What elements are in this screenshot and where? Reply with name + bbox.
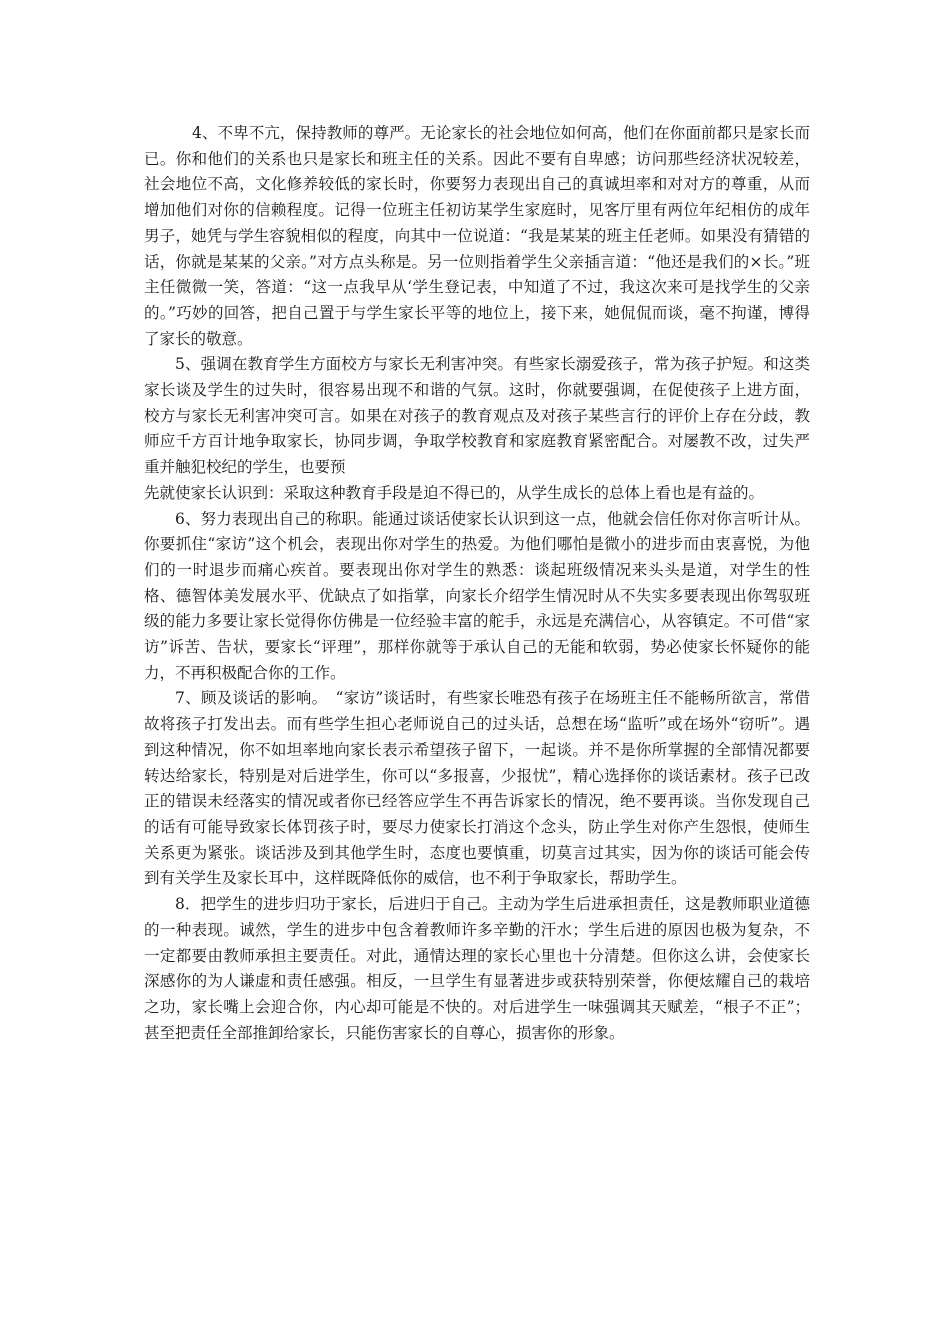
paragraph-point-8: 8．把学生的进步归功于家长，后进归于自己。主动为学生后进承担责任，这是教师职业道德的一种表现。诚然，学生的进步中包含着教师许多辛勤的汗水；学生后进的原因也极为复杂，不一定都要由教师承担主要责任。对此，通情达理的家长心里也十分清楚。但你这么讲，会使家长深感你的为人谦虚和责任感强。相反，一旦学生有显著进步或获特别荣誉，你便炫耀自己的栽培之功，家长嘴上会迎合你，内心却可能是不快的。对后进学生一味强调其天赋差，“根子不正”；甚至把责任全部推卸给家长，只能伤害家长的自尊心，损害你的形象。 [144, 895, 810, 1042]
document-page [144, 121, 810, 1046]
paragraph-point-4: 4、不卑不亢，保持教师的尊严。无论家长的社会地位如何高，他们在你面前都只是家长而已。你和他们的关系也只是家长和班主任的关系。因此不要有自卑感；访问那些经济状况较差，社会地位不高，文化修养较低的家长时，你要努力表现出自己的真诚坦率和对对方的尊重，从而增加他们对你的信赖程度。记得一位班主任初访某学生家庭时，见客厅里有两位年纪相仿的成年男子，她凭与学生容貌相似的程度，向其中一位说道：“我是某某的班主任老师。如果没有猜错的话，你就是某某的父亲。”对方点头称是。另一位则指着学生父亲插言道：“他还是我们的×长。”班主任微微一笑，答道：“这一点我早从‘学生登记表，中知道了不过，我这次来可是找学生的父亲的。”巧妙的回答，把自己置于与学生家长平等的地位上，接下来，她侃侃而谈，毫不拘谨，博得了家长的敬意。 [144, 124, 810, 348]
paragraph-point-5-continued: 先就使家长认识到：采取这种教育手段是迫不得已的，从学生成长的总体上看也是有益的。 [144, 483, 765, 502]
paragraph-point-7: 7、顾及谈话的影响。 “家访”谈话时，有些家长唯恐有孩子在场班主任不能畅所欲言，常借故将孩子打发出去。而有些学生担心老师说自己的过头话，总想在场“监听”或在场外“窃听”。遇到这种情况，你不如坦率地向家长表示希望孩子留下，一起谈。并不是你所掌握的全部情况都要转达给家长，特别是对后进学生，你可以“多报喜，少报忧”，精心选择你的谈话素材。孩子已改正的错误未经落实的情况或者你已经答应学生不再告诉家长的情况，绝不要再谈。当你发现自己的话有可能导致家长体罚孩子时，要尽力使家长打消这个念头，防止学生对你产生怨恨，使师生关系更为紧张。谈话涉及到其他学生时，态度也要慎重，切莫言过其实，因为你的谈话可能会传到有关学生及家长耳中，这样既降低你的威信，也不利于争取家长，帮助学生。 [144, 689, 810, 888]
paragraph-point-5: 5、强调在教育学生方面校方与家长无利害冲突。有些家长溺爱孩子，常为孩子护短。和这类家长谈及学生的过失时，很容易出现不和谐的气氛。这时，你就要强调，在促使孩子上进方面，校方与家长无利害冲突可言。如果在对孩子的教育观点及对孩子某些言行的评价上存在分歧，教师应千方百计地争取家长，协同步调，争取学校教育和家庭教育紧密配合。对屡教不改，过失严重并触犯校纪的学生，也要预 [144, 355, 810, 477]
paragraph-point-6: 6、努力表现出自己的称职。能通过谈话使家长认识到这一点，他就会信任你对你言听计从。你要抓住“家访”这个机会，表现出你对学生的热爱。为他们哪怕是微小的进步而由衷喜悦，为他们的一时退步而痛心疾首。要表现出你对学生的熟悉：谈起班级情况来头头是道，对学生的性格、德智体美发展水平、优缺点了如指掌，向家长介绍学生情况时从不失实多要表现出你驾驭班级的能力多要让家长觉得你仿佛是一位经验丰富的舵手，永远是充满信心，从容镇定。不可借“家访”诉苦、告状，要家长“评理”，那样你就等于承认自己的无能和软弱，势必使家长怀疑你的能力，不再积极配合你的工作。 [144, 509, 810, 682]
